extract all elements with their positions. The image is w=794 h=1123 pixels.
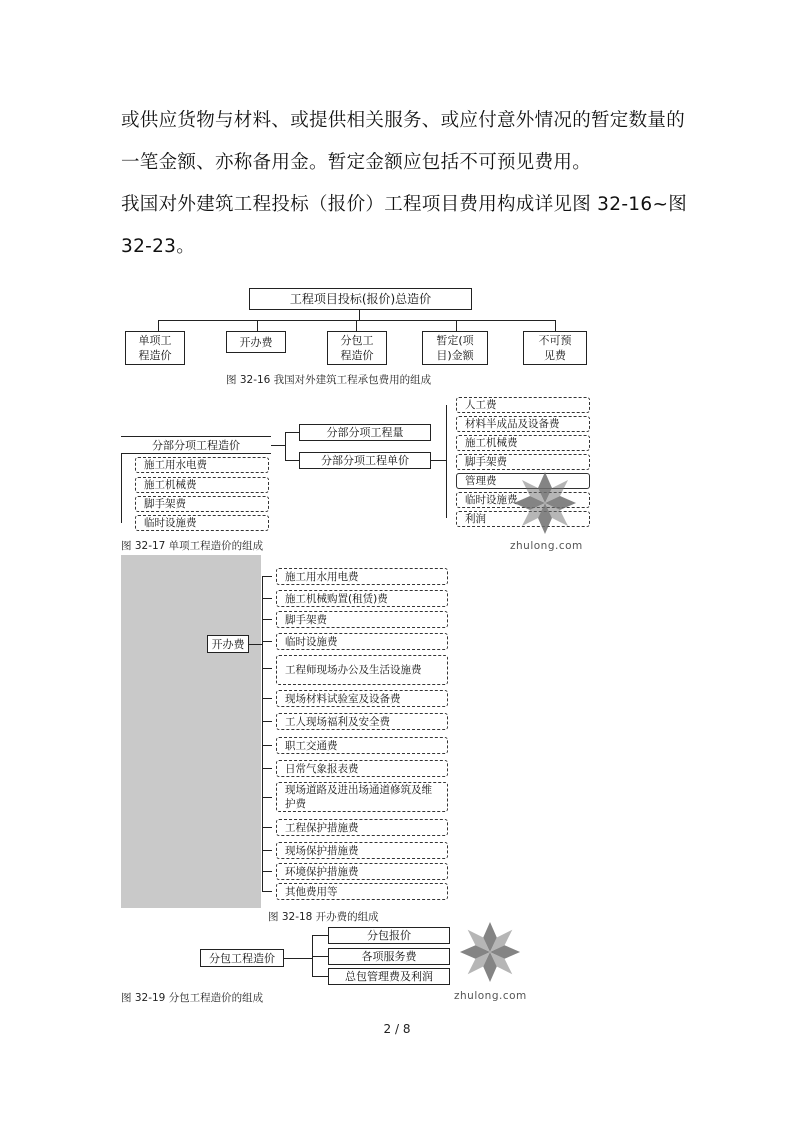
zhulong-logo-icon: [512, 470, 578, 536]
fig18-item: 现场保护措施费: [276, 842, 448, 859]
fig18-item: 职工交通费: [276, 737, 448, 754]
fig18-item: 工程保护措施费: [276, 819, 448, 836]
fig17-right-item: 利润: [456, 511, 590, 527]
fig17-left-item: 脚手架费: [135, 496, 269, 512]
fig19-caption: 图 32-19 分包工程造价的组成: [121, 992, 264, 1004]
fig19-root: 分包工程造价: [200, 949, 284, 967]
paragraph-line: 32-23。: [121, 236, 196, 257]
fig18-item: 现场道路及进出场通道修筑及维护费: [276, 782, 448, 812]
fig18-item: 现场材料试验室及设备费: [276, 690, 448, 707]
fig19-item: 分包报价: [328, 927, 450, 944]
fig19-item: 总包管理费及利润: [328, 968, 450, 985]
fig17-caption: 图 32-17 单项工程造价的组成: [121, 540, 264, 552]
fig18-caption: 图 32-18 开办费的组成: [268, 911, 379, 923]
fig17-main: 分部分项工程造价: [121, 436, 271, 454]
fig16-child: 暂定(项 目)金额: [422, 331, 488, 365]
paragraph-line: 或供应货物与材料、或提供相关服务、或应付意外情况的暂定数量的: [121, 110, 686, 131]
fig16-root: 工程项目投标(报价)总造价: [249, 288, 472, 310]
fig16-caption: 图 32-16 我国对外建筑工程承包费用的组成: [226, 374, 432, 386]
fig18-item: 施工用水用电费: [276, 568, 448, 585]
fig17-right-item: 脚手架费: [456, 454, 590, 470]
fig17-mid: 分部分项工程单价: [299, 452, 431, 469]
fig18-item: 工程师现场办公及生活设施费: [276, 655, 448, 685]
fig18-item: 其他费用等: [276, 883, 448, 900]
fig17-left-item: 临时设施费: [135, 515, 269, 531]
fig18-item: 日常气象报表费: [276, 760, 448, 777]
fig18-item: 施工机械购置(租赁)费: [276, 590, 448, 607]
fig17-left-item: 施工用水电费: [135, 457, 269, 473]
fig17-right-item: 施工机械费: [456, 435, 590, 451]
fig16-child: 开办费: [226, 331, 286, 353]
paragraph-line: 一笔金额、亦称备用金。暂定金额应包括不可预见费用。: [121, 152, 592, 173]
fig16-child: 不可预 见费: [523, 331, 587, 365]
fig17-left-item: 施工机械费: [135, 477, 269, 493]
fig19-item: 各项服务费: [328, 948, 450, 965]
fig17-right-item: 材料半成品及设备费: [456, 416, 590, 432]
watermark: zhulong.com: [510, 540, 583, 552]
fig18-item: 工人现场福利及安全费: [276, 713, 448, 730]
page-number: 2 / 8: [383, 1022, 411, 1036]
watermark: zhulong.com: [454, 990, 527, 1002]
zhulong-logo-icon: [458, 920, 522, 984]
fig17-right-item: 管理费: [456, 473, 590, 489]
fig16-child: 分包工 程造价: [327, 331, 387, 365]
fig18-item: 临时设施费: [276, 633, 448, 650]
fig17-mid: 分部分项工程量: [299, 424, 431, 441]
fig18-item: 环境保护措施费: [276, 863, 448, 880]
fig17-right-item: 临时设施费: [456, 492, 590, 508]
paragraph-line: 我国对外建筑工程投标（报价）工程项目费用构成详见图 32-16~图: [121, 194, 688, 215]
fig18-item: 脚手架费: [276, 611, 448, 628]
fig16-child: 单项工 程造价: [125, 331, 185, 365]
fig17-right-item: 人工费: [456, 397, 590, 413]
fig18-root: 开办费: [207, 635, 249, 653]
